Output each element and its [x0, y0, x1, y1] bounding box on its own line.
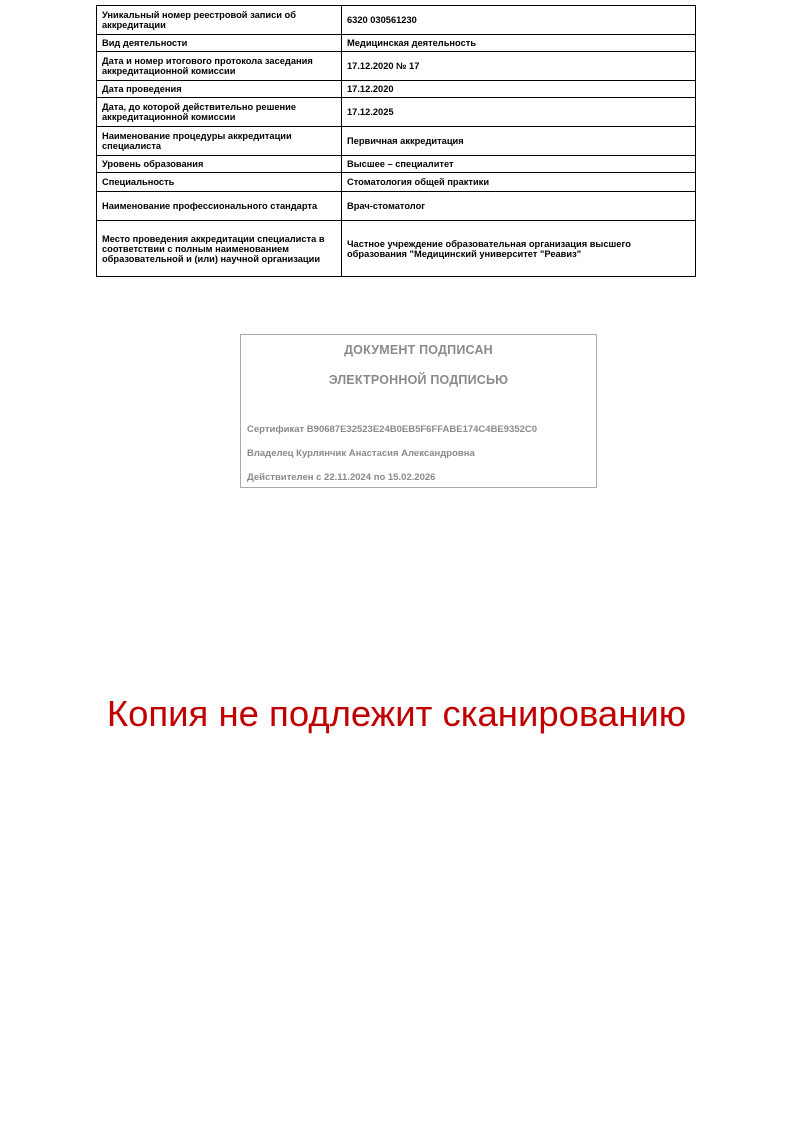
- table-row: [97, 156, 696, 173]
- copy-notice: Копия не подлежит сканированию: [106, 693, 687, 734]
- table-row: [97, 98, 696, 127]
- row-value: Частное учреждение образовательная организация высшего образования "Медицинский университет "Реавиз": [342, 221, 696, 277]
- row-label: Дата, до которой действительно решение аккредитационной комиссии: [97, 98, 342, 127]
- row-value: 6320 030561230: [342, 6, 696, 35]
- row-label: Дата проведения: [97, 81, 342, 98]
- stamp-owner: Владелец Курлянчик Анастасия Александровна: [247, 448, 475, 459]
- row-value: 17.12.2025: [342, 98, 696, 127]
- row-label: Место проведения аккредитации специалиста в соответствии с полным наименованием образовательной и (или) научной организации: [97, 221, 342, 277]
- table-row: [97, 221, 696, 277]
- row-label: Специальность: [97, 173, 342, 192]
- table-row: [97, 52, 696, 81]
- row-value: 17.12.2020: [342, 81, 696, 98]
- row-value: 17.12.2020 № 17: [342, 52, 696, 81]
- table-row: [97, 173, 696, 192]
- row-label: Вид деятельности: [97, 35, 342, 52]
- row-label: Наименование профессионального стандарта: [97, 192, 342, 221]
- row-value: Врач-стоматолог: [342, 192, 696, 221]
- row-value: Первичная аккредитация: [342, 127, 696, 156]
- stamp-validity: Действителен с 22.11.2024 по 15.02.2026: [247, 472, 436, 483]
- row-label: Уровень образования: [97, 156, 342, 173]
- row-label: Дата и номер итогового протокола заседания аккредитационной комиссии: [97, 52, 342, 81]
- row-value: Стоматология общей практики: [342, 173, 696, 192]
- table-row: [97, 192, 696, 221]
- stamp-certificate: Сертификат B90687E32523E24B0EB5F6FFABE174C4BE9352C0: [247, 424, 538, 435]
- table-row: [97, 35, 696, 52]
- accreditation-table: [96, 5, 696, 277]
- stamp-title-line-1: ДОКУМЕНТ ПОДПИСАН: [344, 343, 493, 357]
- stamp-title-line-2: ЭЛЕКТРОННОЙ ПОДПИСЬЮ: [328, 373, 509, 387]
- row-value: Высшее – специалитет: [342, 156, 696, 173]
- row-label: Наименование процедуры аккредитации специалиста: [97, 127, 342, 156]
- table-row: [97, 6, 696, 35]
- row-label: Уникальный номер реестровой записи об аккредитации: [97, 6, 342, 35]
- table-row: [97, 127, 696, 156]
- electronic-signature-stamp: [240, 334, 597, 488]
- row-value: Медицинская деятельность: [342, 35, 696, 52]
- table-row: [97, 81, 696, 98]
